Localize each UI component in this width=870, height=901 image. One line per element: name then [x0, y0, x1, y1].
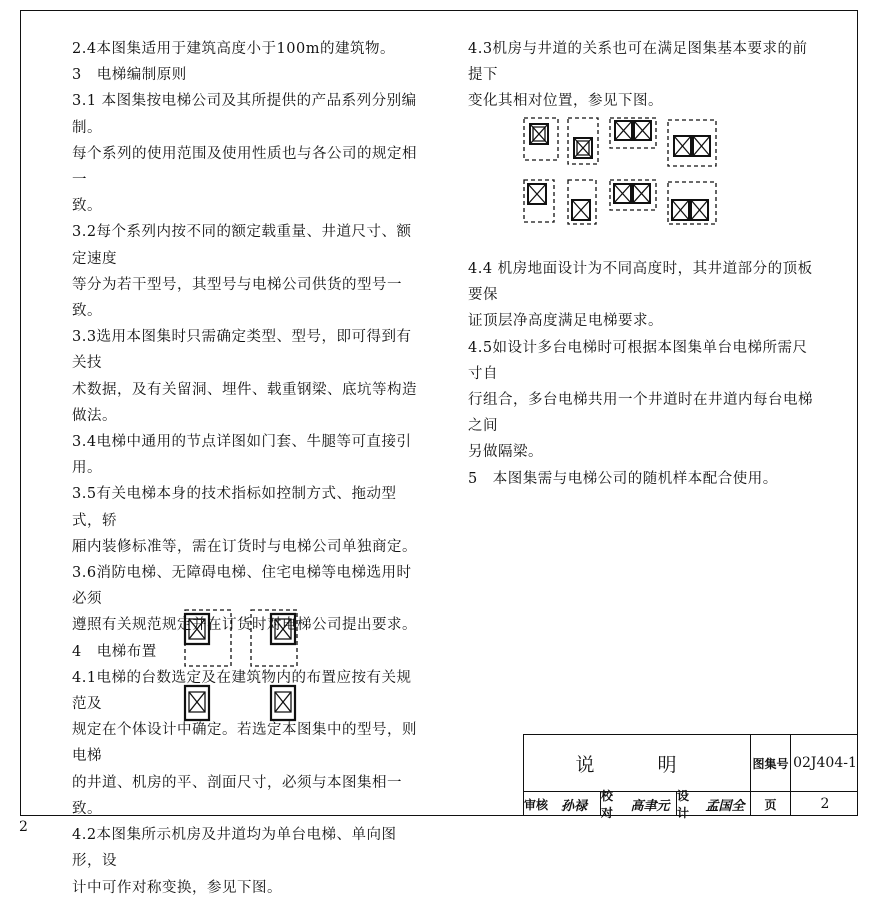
- shaft-mirrored: [271, 686, 295, 720]
- text-line: 等分为若干型号，其型号与电梯公司供货的型号一致。: [72, 276, 402, 320]
- layout-2: [568, 118, 598, 164]
- sheet-title: 说 明: [575, 753, 699, 776]
- text-line: 4.5如设计多台电梯时可根据本图集单台电梯所需尺寸自: [468, 339, 808, 382]
- text-line: 3.2每个系列内按不同的额定载重量、井道尺寸、额定速度: [72, 224, 412, 267]
- layout-1: [524, 118, 558, 160]
- symmetric-transform-diagram: [175, 604, 305, 728]
- text-line: 另做隔梁。: [468, 444, 543, 461]
- design-label-cell: [676, 789, 700, 820]
- section-heading: 4 电梯布置: [72, 643, 157, 660]
- layout-original: [185, 610, 231, 666]
- text-line: 5 本图集需与电梯公司的随机样本配合使用。: [468, 470, 778, 487]
- layout-4: [668, 120, 716, 166]
- left-text-column: [72, 36, 424, 901]
- review-label: 审核: [524, 797, 549, 812]
- text-line: 遵照有关规范规定并在订货时对电梯公司提出要求。: [72, 617, 417, 634]
- text-line: 4.4 机房地面设计为不同高度时，其井道部分的顶板要保: [468, 261, 813, 304]
- atlas-number-cell: [790, 735, 859, 791]
- layout-5: [524, 180, 554, 222]
- design-sign-cell: [700, 792, 750, 816]
- check-label-cell: [600, 789, 624, 820]
- page-value-cell: [790, 792, 859, 816]
- atlas-number: 02J404-1: [793, 755, 857, 771]
- atlas-label: 图集号: [752, 756, 789, 771]
- text-line: 行组合，多台电梯共用一个井道时在井道内每台电梯之间: [468, 392, 813, 435]
- signature-row: [523, 789, 858, 820]
- layout-8: [668, 182, 716, 224]
- check-sign-cell: [624, 792, 676, 816]
- shaft-original: [185, 686, 209, 720]
- right-text-column: [468, 36, 813, 115]
- layout-7: [610, 180, 656, 210]
- check-label: 校对: [601, 789, 614, 820]
- atlas-label-cell: [750, 735, 790, 791]
- page-label: 页: [764, 797, 777, 812]
- text-line: 术数据，及有关留洞、埋件、载重钢梁、底坑等构造做法。: [72, 381, 417, 424]
- design-signature: 孟国全: [705, 798, 745, 814]
- text-line: 证顶层净高度满足电梯要求。: [468, 313, 663, 330]
- review-label-cell: [524, 792, 548, 816]
- title-block: [523, 734, 858, 820]
- page-label-cell: [750, 792, 790, 816]
- text-line: 3.5有关电梯本身的技术指标如控制方式、拖动型式，轿: [72, 486, 397, 529]
- text-line: 4.3机房与井道的关系也可在满足图集基本要求的前提下: [468, 41, 808, 84]
- page-number: 2: [19, 819, 28, 835]
- text-line: 的井道、机房的平、剖面尺寸，必须与本图集相一致。: [72, 774, 402, 817]
- design-label: 设计: [677, 789, 690, 820]
- text-line: 3.4电梯中通用的节点详图如门套、牛腿等可直接引用。: [72, 434, 412, 477]
- text-line: 4.2本图集所示机房及井道均为单台电梯、单向图形，设: [72, 827, 397, 870]
- layout-6: [568, 180, 596, 224]
- title-row: [523, 734, 858, 791]
- layout-mirrored: [251, 610, 297, 666]
- text-line: 变化其相对位置，参见下图。: [468, 93, 663, 110]
- text-line: 厢内装修标准等，需在订货时与电梯公司单独商定。: [72, 538, 417, 555]
- text-line: 2.4本图集适用于建筑高度小于100m的建筑物。: [72, 41, 395, 57]
- right-text-column-lower: [468, 256, 813, 492]
- check-signature: 高聿元: [630, 798, 670, 814]
- sheet-title-cell: [524, 735, 750, 791]
- text-line: 3.3选用本图集时只需确定类型、型号，即可得到有关技: [72, 329, 412, 372]
- layout-3: [610, 118, 656, 148]
- text-line: 致。: [72, 198, 102, 215]
- review-sign-cell: [548, 792, 600, 816]
- shaft-relation-diagram: [520, 116, 720, 228]
- text-line: 3.1 本图集按电梯公司及其所提供的产品系列分别编制。: [72, 93, 417, 136]
- text-line: 每个系列的使用范围及使用性质也与各公司的规定相一: [72, 145, 417, 189]
- review-signature: 孙禄: [560, 798, 587, 814]
- text-line: 计中可作对称变换，参见下图。: [72, 879, 282, 896]
- text-line: 3.6消防电梯、无障碍电梯、住宅电梯等电梯选用时必须: [72, 565, 412, 608]
- section-heading: 3 电梯编制原则: [72, 67, 187, 84]
- text-line: 4.1电梯的台数选定及在建筑物内的布置应按有关规范及: [72, 669, 412, 713]
- text-line: 规定在个体设计中确定。若选定本图集中的型号，则电梯: [72, 722, 417, 765]
- page-value: 2: [820, 796, 830, 812]
